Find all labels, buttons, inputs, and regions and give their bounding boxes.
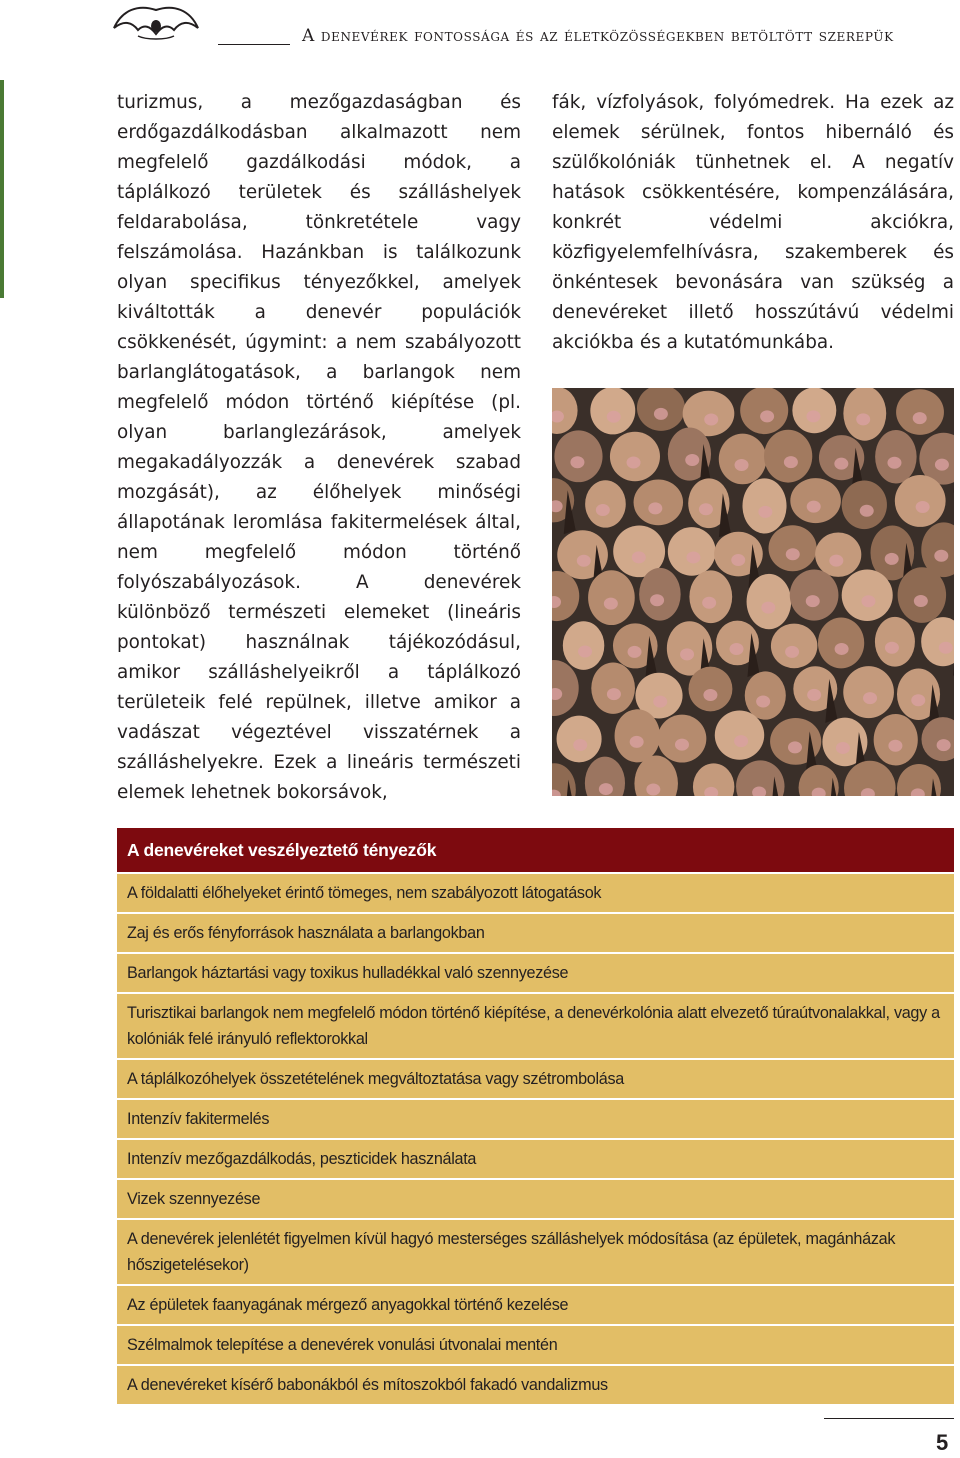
table-row: Turisztikai barlangok nem megfelelő módon történő kiépítése, a denevérkolónia alatt elvezető túraútvonalakkal, vagy a kolóniák felé irányuló reflektorokkal: [117, 992, 954, 1058]
left-text-column: [117, 88, 521, 808]
page-number: 5: [936, 1430, 949, 1455]
footer-rule: [824, 1418, 954, 1419]
bat-logo-icon: [108, 0, 204, 50]
right-text-column: [552, 88, 954, 358]
header-rule: [218, 44, 290, 45]
table-row: Intenzív mezőgazdálkodás, peszticidek használata: [117, 1138, 954, 1178]
threats-table-header: A denevéreket veszélyeztető tényezők: [117, 828, 954, 872]
left-column-paragraph: turizmus, a mezőgazdaságban és erdőgazdálkodásban alkalmazott nem megfelelő gazdálkodási módok, a táplálkozó területek és szálláshelyek feldarabolása, tönkretétele vagy felszámolása. Hazánkban is találkozunk olyan specifikus tényezőkkel, amelyek kiváltották a denevér populációk csökkenését, úgymint: a nem szabályozott barlanglátogatások, a barlangok nem megfelelő módon történő kiépítése (pl. olyan barlanglezárások, amelyek megakadályozzák a denevérek szabad mozgását), az élőhelyek minőségi állapotának leromlása fakitermelések által, nem megfelelő módon történő folyószabályozások. A denevérek különböző természeti elemeket (lineáris pontokat) használnak tájékozódásul, amikor szálláshelyeikről a táplálkozó területeik felé repülnek, illetve amikor a vadászat végeztével visszatérnek a szálláshelyekre. Ezek a lineáris természeti elemek lehetnek bokorsávok,: [117, 92, 521, 803]
table-row: Vizek szennyezése: [117, 1178, 954, 1218]
table-row: A táplálkozóhelyek összetételének megváltoztatása vagy szétrombolása: [117, 1058, 954, 1098]
threats-table: [117, 828, 954, 1404]
table-row: Barlangok háztartási vagy toxikus hulladékkal való szennyezése: [117, 952, 954, 992]
bat-colony-photo: [552, 388, 954, 796]
table-row: Szélmalmok telepítése a denevérek vonulási útvonalai mentén: [117, 1324, 954, 1364]
running-header-title: A denevérek fontossága és az életközösségekben betöltött szerepük: [302, 26, 894, 46]
table-row: A denevéreket kísérő babonákból és mítoszokból fakadó vandalizmus: [117, 1364, 954, 1404]
table-row: Zaj és erős fényforrások használata a barlangokban: [117, 912, 954, 952]
table-row: Intenzív fakitermelés: [117, 1098, 954, 1138]
table-row: A földalatti élőhelyeket érintő tömeges, nem szabályozott látogatások: [117, 872, 954, 912]
right-column-paragraph: fák, vízfolyások, folyómedrek. Ha ezek az elemek sérülnek, fontos hibernáló és szülőkolóniák tünhetnek el. A negatív hatások csökkentésére, kompenzálására, konkrét védelmi akciókra, közfigyelemfelhívásra, szakemberek és önkéntesek bevonására van szükség a denevéreket illető hosszútávú védelmi akciókba és a kutatómunkába.: [552, 92, 954, 353]
side-accent-bar: [0, 80, 4, 298]
table-row: A denevérek jelenlétét figyelmen kívül hagyó mesterséges szálláshelyek módosítása (az épületek, magánházak hőszigetelésekor): [117, 1218, 954, 1284]
table-row: Az épületek faanyagának mérgező anyagokkal történő kezelése: [117, 1284, 954, 1324]
